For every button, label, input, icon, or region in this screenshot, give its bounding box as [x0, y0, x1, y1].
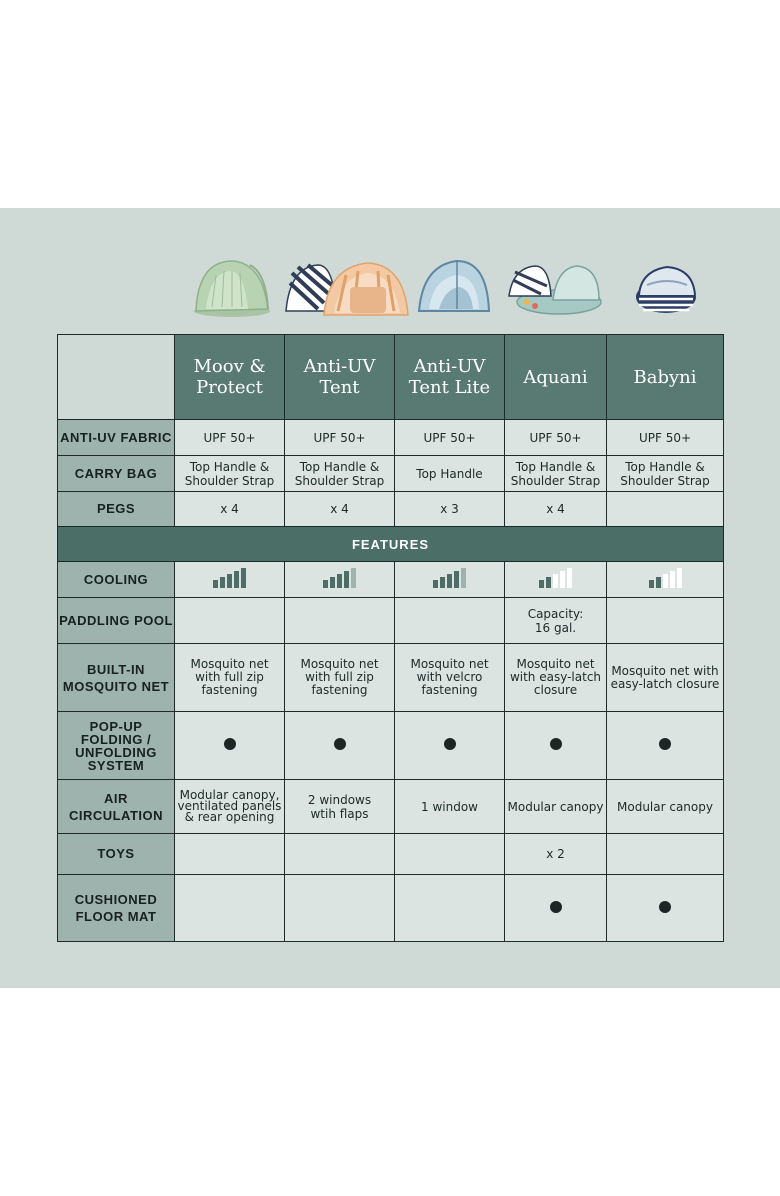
feature-dot-icon	[444, 738, 456, 750]
cooling-cell	[285, 562, 395, 598]
table-cell: UPF 50+	[607, 420, 724, 456]
cooling-cell	[175, 562, 285, 598]
table-row	[58, 875, 724, 942]
row-label-cooling: COOLING	[58, 562, 175, 598]
cooling-bar	[539, 580, 544, 588]
table-cell: x 4	[285, 492, 395, 527]
table-cell	[607, 712, 724, 780]
table-row	[58, 456, 724, 492]
table-row	[58, 598, 724, 644]
table-cell	[607, 875, 724, 942]
cooling-bar	[241, 568, 246, 588]
row-label-popup: POP-UP FOLDING / UNFOLDING SYSTEM	[58, 712, 175, 780]
cooling-bar	[461, 568, 466, 588]
table-cell: Modular canopy, ventilated panels & rear opening	[175, 780, 285, 834]
table-cell	[285, 598, 395, 644]
table-cell: Top Handle	[395, 456, 505, 492]
table-cell	[607, 598, 724, 644]
green-tent-icon	[184, 244, 280, 328]
row-label-paddling-pool: PADDLING POOL	[58, 598, 175, 644]
cooling-bar	[227, 574, 232, 588]
table-cell: Mosquito net with velcro fastening	[395, 644, 505, 712]
product-images-row	[174, 244, 723, 328]
table-cell: Modular canopy	[505, 780, 607, 834]
table-row	[58, 492, 724, 527]
row-label-floor-mat: CUSHIONED FLOOR MAT	[58, 875, 175, 942]
table-cell: UPF 50+	[505, 420, 607, 456]
table-cell	[175, 712, 285, 780]
blue-tent-icon	[414, 244, 494, 328]
cooling-bar	[663, 574, 668, 588]
cooling-bar	[220, 577, 225, 588]
table-cell: x 4	[175, 492, 285, 527]
round-tent-icon	[620, 244, 712, 328]
row-label-air-circulation: AIR CIRCULATION	[58, 780, 175, 834]
col-header-label: Babyni	[633, 366, 697, 388]
cooling-bar	[351, 568, 356, 588]
section-row	[58, 527, 724, 562]
cooling-bar	[677, 568, 682, 588]
table-cell: Modular canopy	[607, 780, 724, 834]
feature-dot-icon	[659, 738, 671, 750]
col-header-moov-protect	[175, 335, 285, 420]
empty-corner	[58, 335, 175, 420]
cooling-bar	[560, 571, 565, 588]
row-label-toys: TOYS	[58, 834, 175, 875]
cooling-bar	[649, 580, 654, 588]
col-header-anti-uv-tent	[285, 335, 395, 420]
cooling-bar	[234, 571, 239, 588]
feature-dot-icon	[550, 901, 562, 913]
table-cell: Top Handle & Shoulder Strap	[607, 456, 724, 492]
col-header-label: Moov & Protect	[193, 356, 266, 398]
cooling-bar	[447, 574, 452, 588]
striped-tent-icon	[282, 244, 412, 328]
feature-dot-icon	[659, 901, 671, 913]
feature-dot-icon	[334, 738, 346, 750]
table-cell	[395, 712, 505, 780]
table-cell	[285, 834, 395, 875]
cooling-level-indicator	[539, 568, 572, 588]
cooling-level-indicator	[213, 568, 246, 588]
table-cell: Mosquito net with full zip fastening	[285, 644, 395, 712]
cooling-cell	[505, 562, 607, 598]
col-header-label: Aquani	[523, 366, 588, 388]
table-cell	[395, 875, 505, 942]
cooling-cell	[395, 562, 505, 598]
table-row	[58, 562, 724, 598]
cooling-level-indicator	[649, 568, 682, 588]
table-cell: x 4	[505, 492, 607, 527]
table-cell: UPF 50+	[285, 420, 395, 456]
table-cell	[505, 712, 607, 780]
table-cell	[285, 875, 395, 942]
table-cell: Mosquito net with easy-latch closure	[505, 644, 607, 712]
table-cell	[395, 834, 505, 875]
cooling-bar	[440, 577, 445, 588]
cooling-bar	[546, 577, 551, 588]
col-header-babyni	[607, 335, 724, 420]
cooling-bar	[553, 574, 558, 588]
cooling-bar	[330, 577, 335, 588]
col-header-label: Anti-UV Tent	[303, 356, 376, 398]
comparison-table	[57, 334, 724, 942]
table-cell: 1 window	[395, 780, 505, 834]
row-label-pegs: PEGS	[58, 492, 175, 527]
cooling-bar	[670, 571, 675, 588]
feature-dot-icon	[224, 738, 236, 750]
table-cell	[505, 875, 607, 942]
table-cell: 2 windows wtih flaps	[285, 780, 395, 834]
table-cell: Capacity: 16 gal.	[505, 598, 607, 644]
table-cell	[175, 598, 285, 644]
table-cell: UPF 50+	[175, 420, 285, 456]
table-row	[58, 644, 724, 712]
table-row	[58, 834, 724, 875]
cooling-bar	[454, 571, 459, 588]
table-cell: Top Handle & Shoulder Strap	[285, 456, 395, 492]
table-row	[58, 780, 724, 834]
table-cell	[395, 598, 505, 644]
row-label-mosquito-net: BUILT-IN MOSQUITO NET	[58, 644, 175, 712]
table-row	[58, 420, 724, 456]
table-cell: Top Handle & Shoulder Strap	[505, 456, 607, 492]
col-header-label: Anti-UV Tent Lite	[408, 356, 491, 398]
table-cell: x 3	[395, 492, 505, 527]
cooling-bar	[433, 580, 438, 588]
table-cell	[607, 492, 724, 527]
cooling-bar	[337, 574, 342, 588]
table-cell: Mosquito net with full zip fastening	[175, 644, 285, 712]
table-cell	[607, 834, 724, 875]
cooling-bar	[323, 580, 328, 588]
table-cell: Top Handle & Shoulder Strap	[175, 456, 285, 492]
cooling-level-indicator	[433, 568, 466, 588]
cooling-cell	[607, 562, 724, 598]
feature-dot-icon	[550, 738, 562, 750]
table-header-row	[58, 335, 724, 420]
table-cell	[175, 875, 285, 942]
cooling-level-indicator	[323, 568, 356, 588]
cooling-bar	[567, 568, 572, 588]
table-cell: Mosquito net with easy-latch closure	[607, 644, 724, 712]
cooling-bar	[344, 571, 349, 588]
table-row	[58, 712, 724, 780]
table-cell	[175, 834, 285, 875]
row-label-carry-bag: CARRY BAG	[58, 456, 175, 492]
cooling-bar	[213, 580, 218, 588]
table-cell	[285, 712, 395, 780]
section-title-features: FEATURES	[58, 527, 724, 562]
cooling-bar	[656, 577, 661, 588]
table-cell: x 2	[505, 834, 607, 875]
row-label-anti-uv: ANTI-UV FABRIC	[58, 420, 175, 456]
table-cell: UPF 50+	[395, 420, 505, 456]
col-header-aquani	[505, 335, 607, 420]
pool-tent-icon	[504, 244, 604, 328]
col-header-anti-uv-tent-lite	[395, 335, 505, 420]
